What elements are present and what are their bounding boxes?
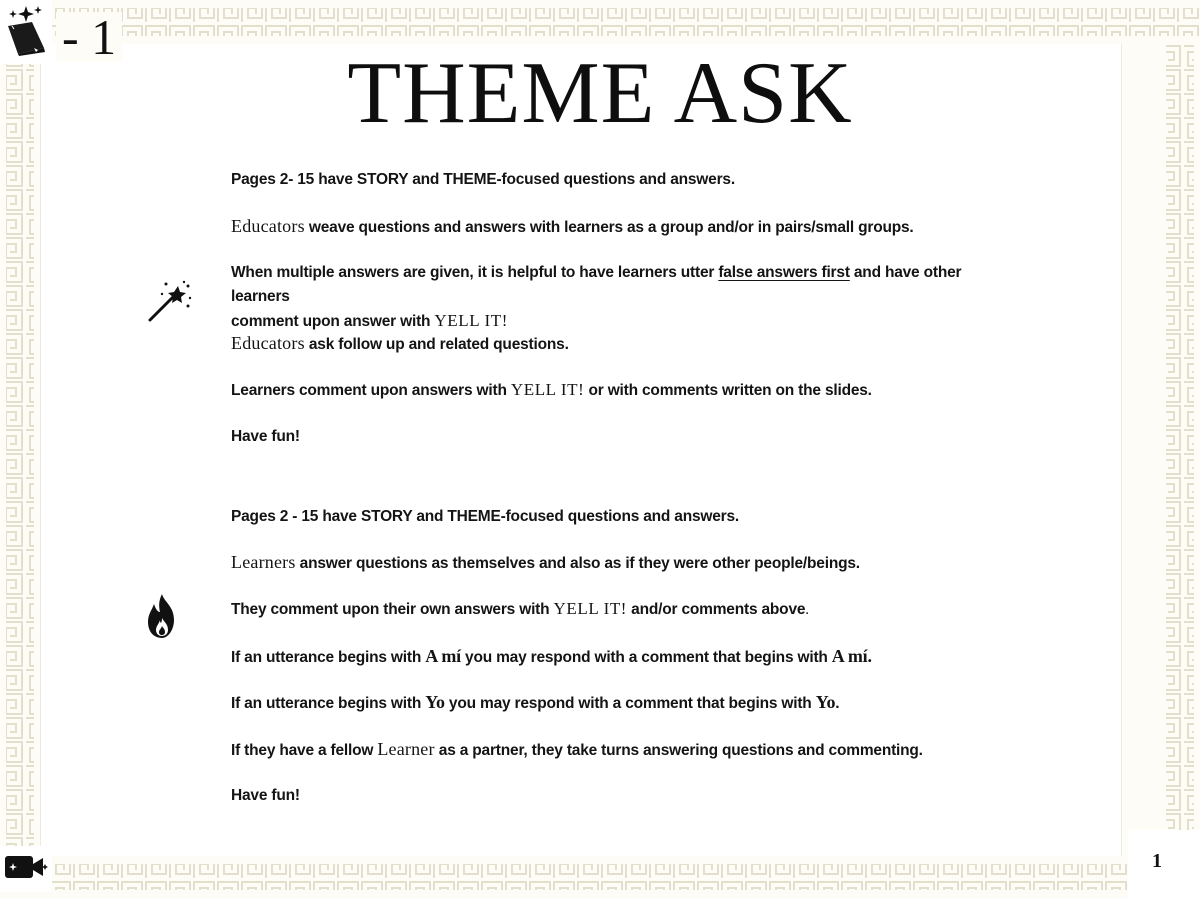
a-mi-word: A mí. <box>831 646 872 666</box>
section2-paragraph-3 <box>231 597 991 622</box>
section1-paragraph-4 <box>231 331 991 357</box>
page-number-corner <box>1128 830 1200 898</box>
section1-paragraph-5 <box>231 378 991 403</box>
page-marker: - 1 <box>56 12 122 62</box>
section2-paragraph-2 <box>231 550 991 576</box>
a-mi-word: A mí <box>425 646 461 666</box>
false-answers-link[interactable]: false answers first <box>718 264 850 281</box>
border-left <box>0 44 40 856</box>
yell-it-text: YELL IT! <box>434 311 508 330</box>
video-corner <box>0 846 52 892</box>
section2-paragraph-6-text-b: as a partner, they take turns answering questions and commenting. <box>434 742 923 759</box>
section2-paragraph-5-text-b: you may respond with a comment that begins with <box>444 695 816 712</box>
section1-paragraph-1: Pages 2- 15 have STORY and THEME-focused questions and answers. <box>231 171 735 188</box>
fire-icon <box>144 592 180 645</box>
yo-word: Yo <box>815 692 836 712</box>
educators-word: Educators <box>231 216 305 236</box>
section1-paragraph-3-text-b: and have other learners <box>231 264 962 305</box>
section2-have-fun: Have fun! <box>231 787 300 804</box>
section1-paragraph-2-text: weave questions and answers with learners as a group and/or in pairs/small groups. <box>304 219 914 236</box>
section2-paragraph-3-period: . <box>805 602 809 618</box>
section2-paragraph-4-text-a: If an utterance begins with <box>231 649 426 666</box>
border-bottom <box>0 856 1200 898</box>
yell-it-text: YELL IT! <box>510 380 585 399</box>
learner-word: Learner <box>377 739 435 759</box>
page-number: 1 <box>1152 850 1162 872</box>
yell-it-text: YELL IT! <box>553 599 628 618</box>
section2-paragraph-2-text: answer questions as themselves and also as if they were other people/beings. <box>295 555 860 572</box>
section2-paragraph-5-text-a: If an utterance begins with <box>231 695 426 712</box>
section2-paragraph-3-text-b: and/or comments above <box>627 601 806 618</box>
section1-paragraph-3-text-a: When multiple answers are given, it is helpful to have learners utter <box>231 264 719 281</box>
section1-paragraph-5-text-a: Learners comment upon answers with <box>231 382 511 399</box>
yo-word: Yo <box>425 692 445 712</box>
section1-paragraph-5-text-b: or with comments written on the slides. <box>584 382 872 399</box>
section2-paragraph-5 <box>231 690 991 716</box>
learners-word: Learners <box>231 552 296 572</box>
page-sheet <box>40 44 1122 856</box>
video-camera-sparkle-icon[interactable] <box>3 852 49 887</box>
section1-have-fun: Have fun! <box>231 428 300 445</box>
educators-word: Educators <box>231 333 305 353</box>
section1-paragraph-3-text-c: comment upon answer with <box>231 313 435 330</box>
section2-paragraph-6-text-a: If they have a fellow <box>231 742 378 759</box>
section2-paragraph-5-period: . <box>835 695 840 712</box>
magic-wand-icon <box>146 278 192 329</box>
border-top <box>0 0 1200 44</box>
section2-paragraph-4 <box>231 644 991 670</box>
section2-paragraph-4-text-b: you may respond with a comment that begins with <box>460 649 832 666</box>
section2-paragraph-6 <box>231 737 991 763</box>
section1-paragraph-2 <box>231 214 991 240</box>
section2-paragraph-1: Pages 2 - 15 have STORY and THEME-focused questions and answers. <box>231 508 740 525</box>
section2-paragraph-3-text-a: They comment upon their own answers with <box>231 601 554 618</box>
section1-paragraph-4-text: ask follow up and related questions. <box>304 336 569 353</box>
border-right <box>1158 44 1200 856</box>
section1-paragraph-3 <box>231 261 991 334</box>
page-title: THEME ASK <box>347 45 853 142</box>
